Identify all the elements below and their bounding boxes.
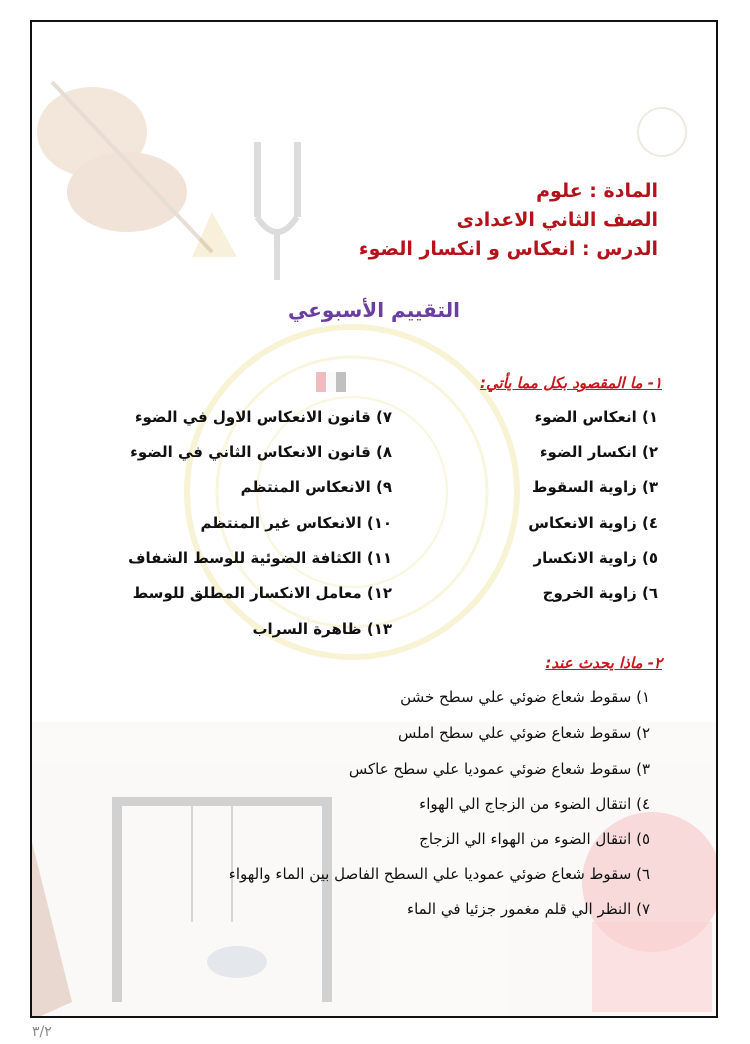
question-item: ٧) النظر الي قلم مغمور جزئيا في الماء: [407, 900, 650, 918]
term-item: ١) انعكاس الضوء: [534, 408, 658, 426]
term-item: ٨) قانون الانعكاس الثاني في الضوء: [130, 443, 392, 461]
question-item: ٦) سقوط شعاع ضوئي عموديا علي السطح الفاصل بين الماء والهواء: [228, 865, 650, 883]
term-item: ٩) الانعكاس المنتظم: [240, 478, 392, 496]
term-item: ٦) زاوية الخروج: [542, 584, 658, 602]
question-item: ١) سقوط شعاع ضوئي علي سطح خشن: [400, 688, 650, 706]
section2-heading: ٢- ماذا يحدث عند:: [545, 654, 662, 672]
page-number: ٣/٢: [32, 1024, 52, 1040]
subject-line: المادة : علوم: [536, 180, 658, 202]
lesson-line: الدرس : انعكاس و انكسار الضوء: [358, 238, 658, 260]
term-item: ١١) الكثافة الضوئية للوسط الشفاف: [128, 549, 392, 567]
page-title: التقييم الأسبوعي: [288, 298, 460, 322]
term-item: ١٢) معامل الانكسار المطلق للوسط: [132, 584, 392, 602]
term-item: ١٠) الانعكاس غير المنتظم: [200, 514, 392, 532]
question-item: ٤) انتقال الضوء من الزجاج الي الهواء: [419, 795, 650, 813]
question-item: ٥) انتقال الضوء من الهواء الي الزجاج: [419, 830, 650, 848]
question-item: ٢) سقوط شعاع ضوئي علي سطح املس: [397, 724, 650, 742]
question-item: ٣) سقوط شعاع ضوئي عموديا علي سطح عاكس: [348, 760, 650, 778]
section1-heading: ١- ما المقصود بكل مما يأتي:: [480, 374, 662, 392]
bell-illustration: [192, 212, 237, 257]
grade-line: الصف الثاني الاعدادى: [456, 209, 658, 231]
term-item: ٥) زاوية الانكسار: [533, 549, 658, 567]
term-item: ١٣) ظاهرة السراب: [252, 620, 392, 638]
tuning-fork-illustration: [254, 142, 301, 280]
term-item: ٢) انكسار الضوء: [539, 443, 658, 461]
term-item: ٣) زاوية السقوط: [531, 478, 658, 496]
term-item: ٧) قانون الانعكاس الاول في الضوء: [134, 408, 392, 426]
term-item: ٤) زاوية الانعكاس: [528, 514, 658, 532]
logo-illustration: [638, 108, 686, 156]
violin-illustration: [37, 82, 212, 252]
page-frame: [30, 20, 718, 1018]
